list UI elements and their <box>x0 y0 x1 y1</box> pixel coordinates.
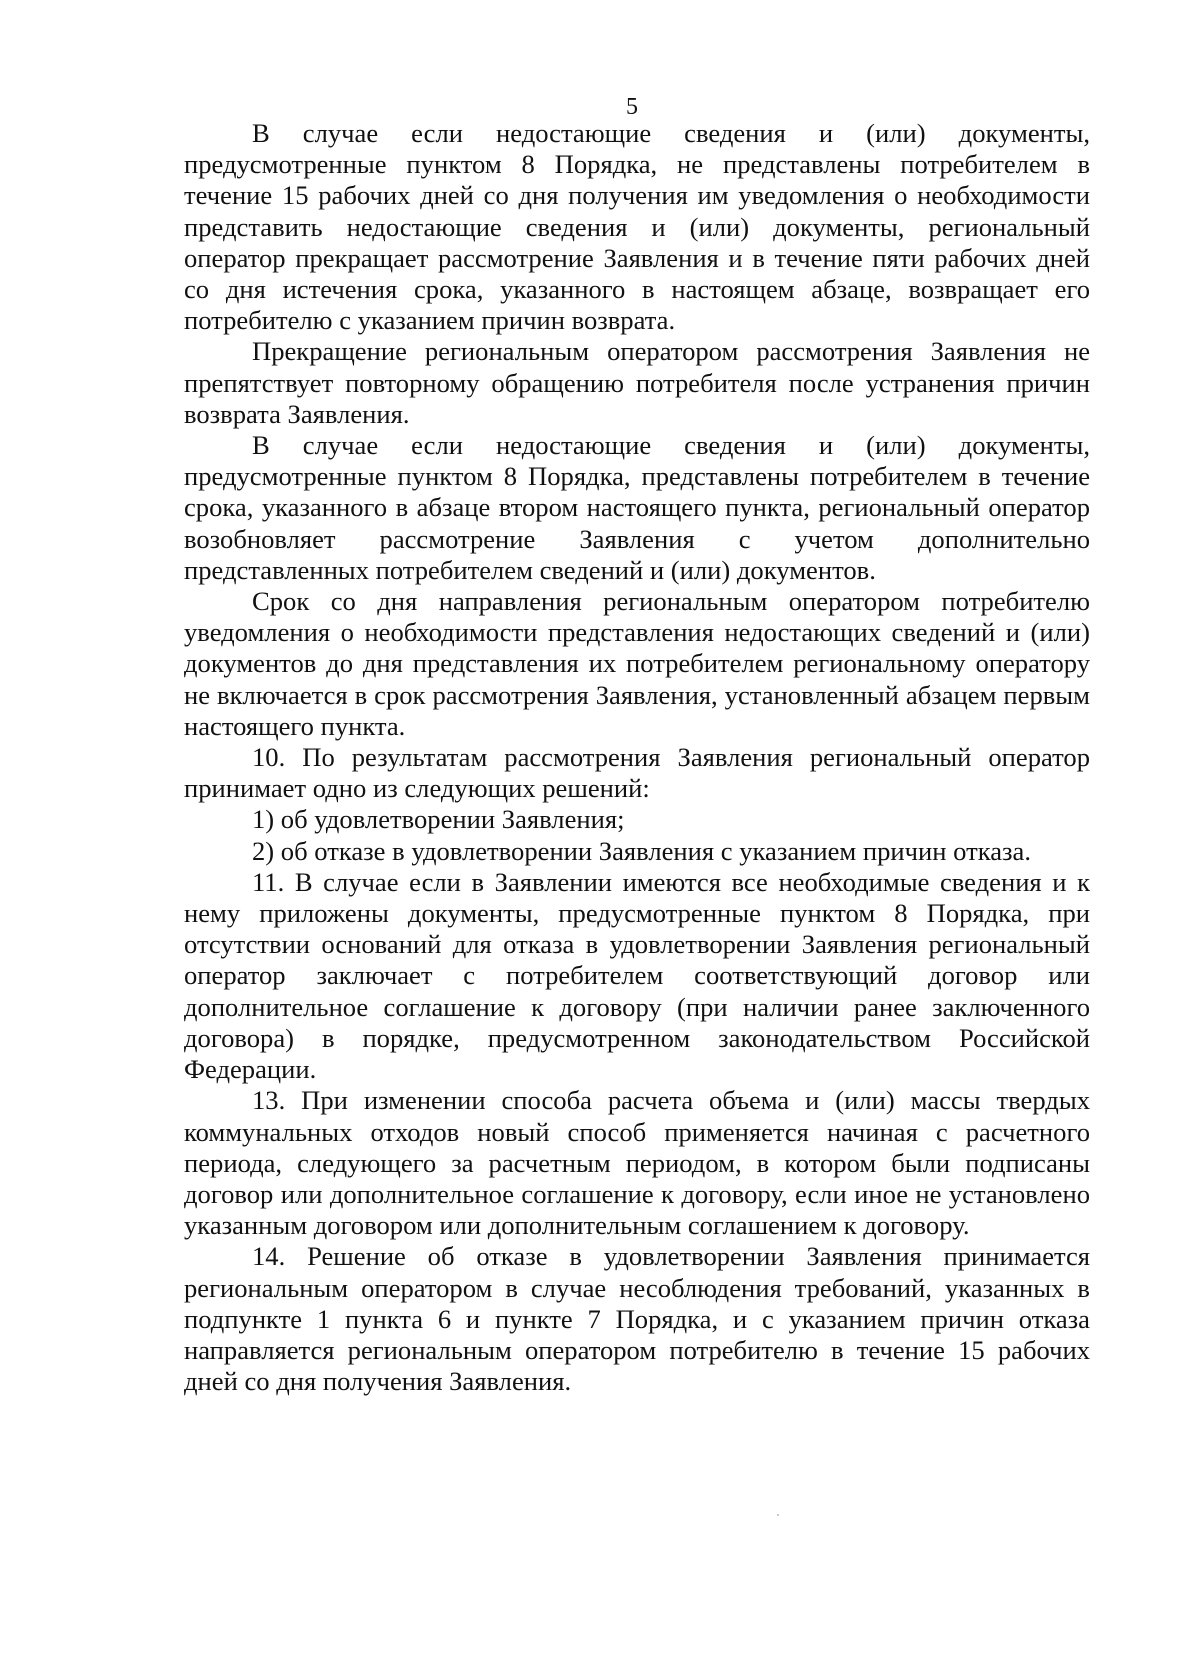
paragraph-item-13: 13. При изменении способа расчета объема и (или) массы твердых коммунальных отходов новый способ применяется начиная с расчетного периода, следующего за расчетным периодом, в котором были подписаны договор или дополнительное соглашение к договору, если иное не установлено указанным договором или дополнительным соглашением к договору. <box>184 1085 1090 1241</box>
paragraph-termination-no-obstacle: Прекращение региональным оператором рассмотрения Заявления не препятствует повторному обращению потребителя после устранения причин возврата Заявления. <box>184 336 1090 429</box>
scan-speck <box>777 1514 779 1516</box>
list-item-approve: 1) об удовлетворении Заявления; <box>252 804 625 835</box>
paragraph-return-application: В случае если недостающие сведения и (или) документы, предусмотренные пунктом 8 Порядка, не представлены потребителем в течение 15 рабочих дней со дня получения им уведомления о необходимости представить недостающие сведения и (или) документы, региональный оператор прекращает рассмотрение Заявления и в течение пяти рабочих дней со дня истечения срока, указанного в настоящем абзаце, возвращает его потребителю с указанием причин возврата. <box>184 118 1090 336</box>
page-number: 5 <box>626 94 638 120</box>
paragraph-term-excluded: Срок со дня направления региональным оператором потребителю уведомления о необходимости представления недостающих сведений и (или) документов до дня представления их потребителем региональному оператору не включается в срок рассмотрения Заявления, установленный абзацем первым настоящего пункта. <box>184 586 1090 741</box>
paragraph-resume-review: В случае если недостающие сведения и (или) документы, предусмотренные пунктом 8 Порядка, представлены потребителем в течение срока, указанного в абзаце втором настоящего пункта, региональный оператор возобновляет рассмотрение Заявления с учетом дополнительно представленных потребителем сведений и (или) документов. <box>184 430 1090 585</box>
document-body <box>184 118 1090 1397</box>
list-item-refuse: 2) об отказе в удовлетворении Заявления с указанием причин отказа. <box>252 835 1031 866</box>
paragraph-item-10: 10. По результатам рассмотрения Заявления региональный оператор принимает одно из следующих решений: <box>184 742 1090 804</box>
paragraph-item-14: 14. Решение об отказе в удовлетворении Заявления принимается региональным оператором в случае несоблюдения требований, указанных в подпункте 1 пункта 6 и пункте 7 Порядка, и с указанием причин отказа направляется региональным оператором потребителю в течение 15 рабочих дней со дня получения Заявления. <box>184 1241 1090 1397</box>
paragraph-item-11: 11. В случае если в Заявлении имеются все необходимые сведения и к нему приложены документы, предусмотренные пунктом 8 Порядка, при отсутствии оснований для отказа в удовлетворении Заявления региональный оператор заключает с потребителем соответствующий договор или дополнительное соглашение к договору (при наличии ранее заключенного договора) в порядке, предусмотренном законодательством Российской Федерации. <box>184 866 1090 1085</box>
